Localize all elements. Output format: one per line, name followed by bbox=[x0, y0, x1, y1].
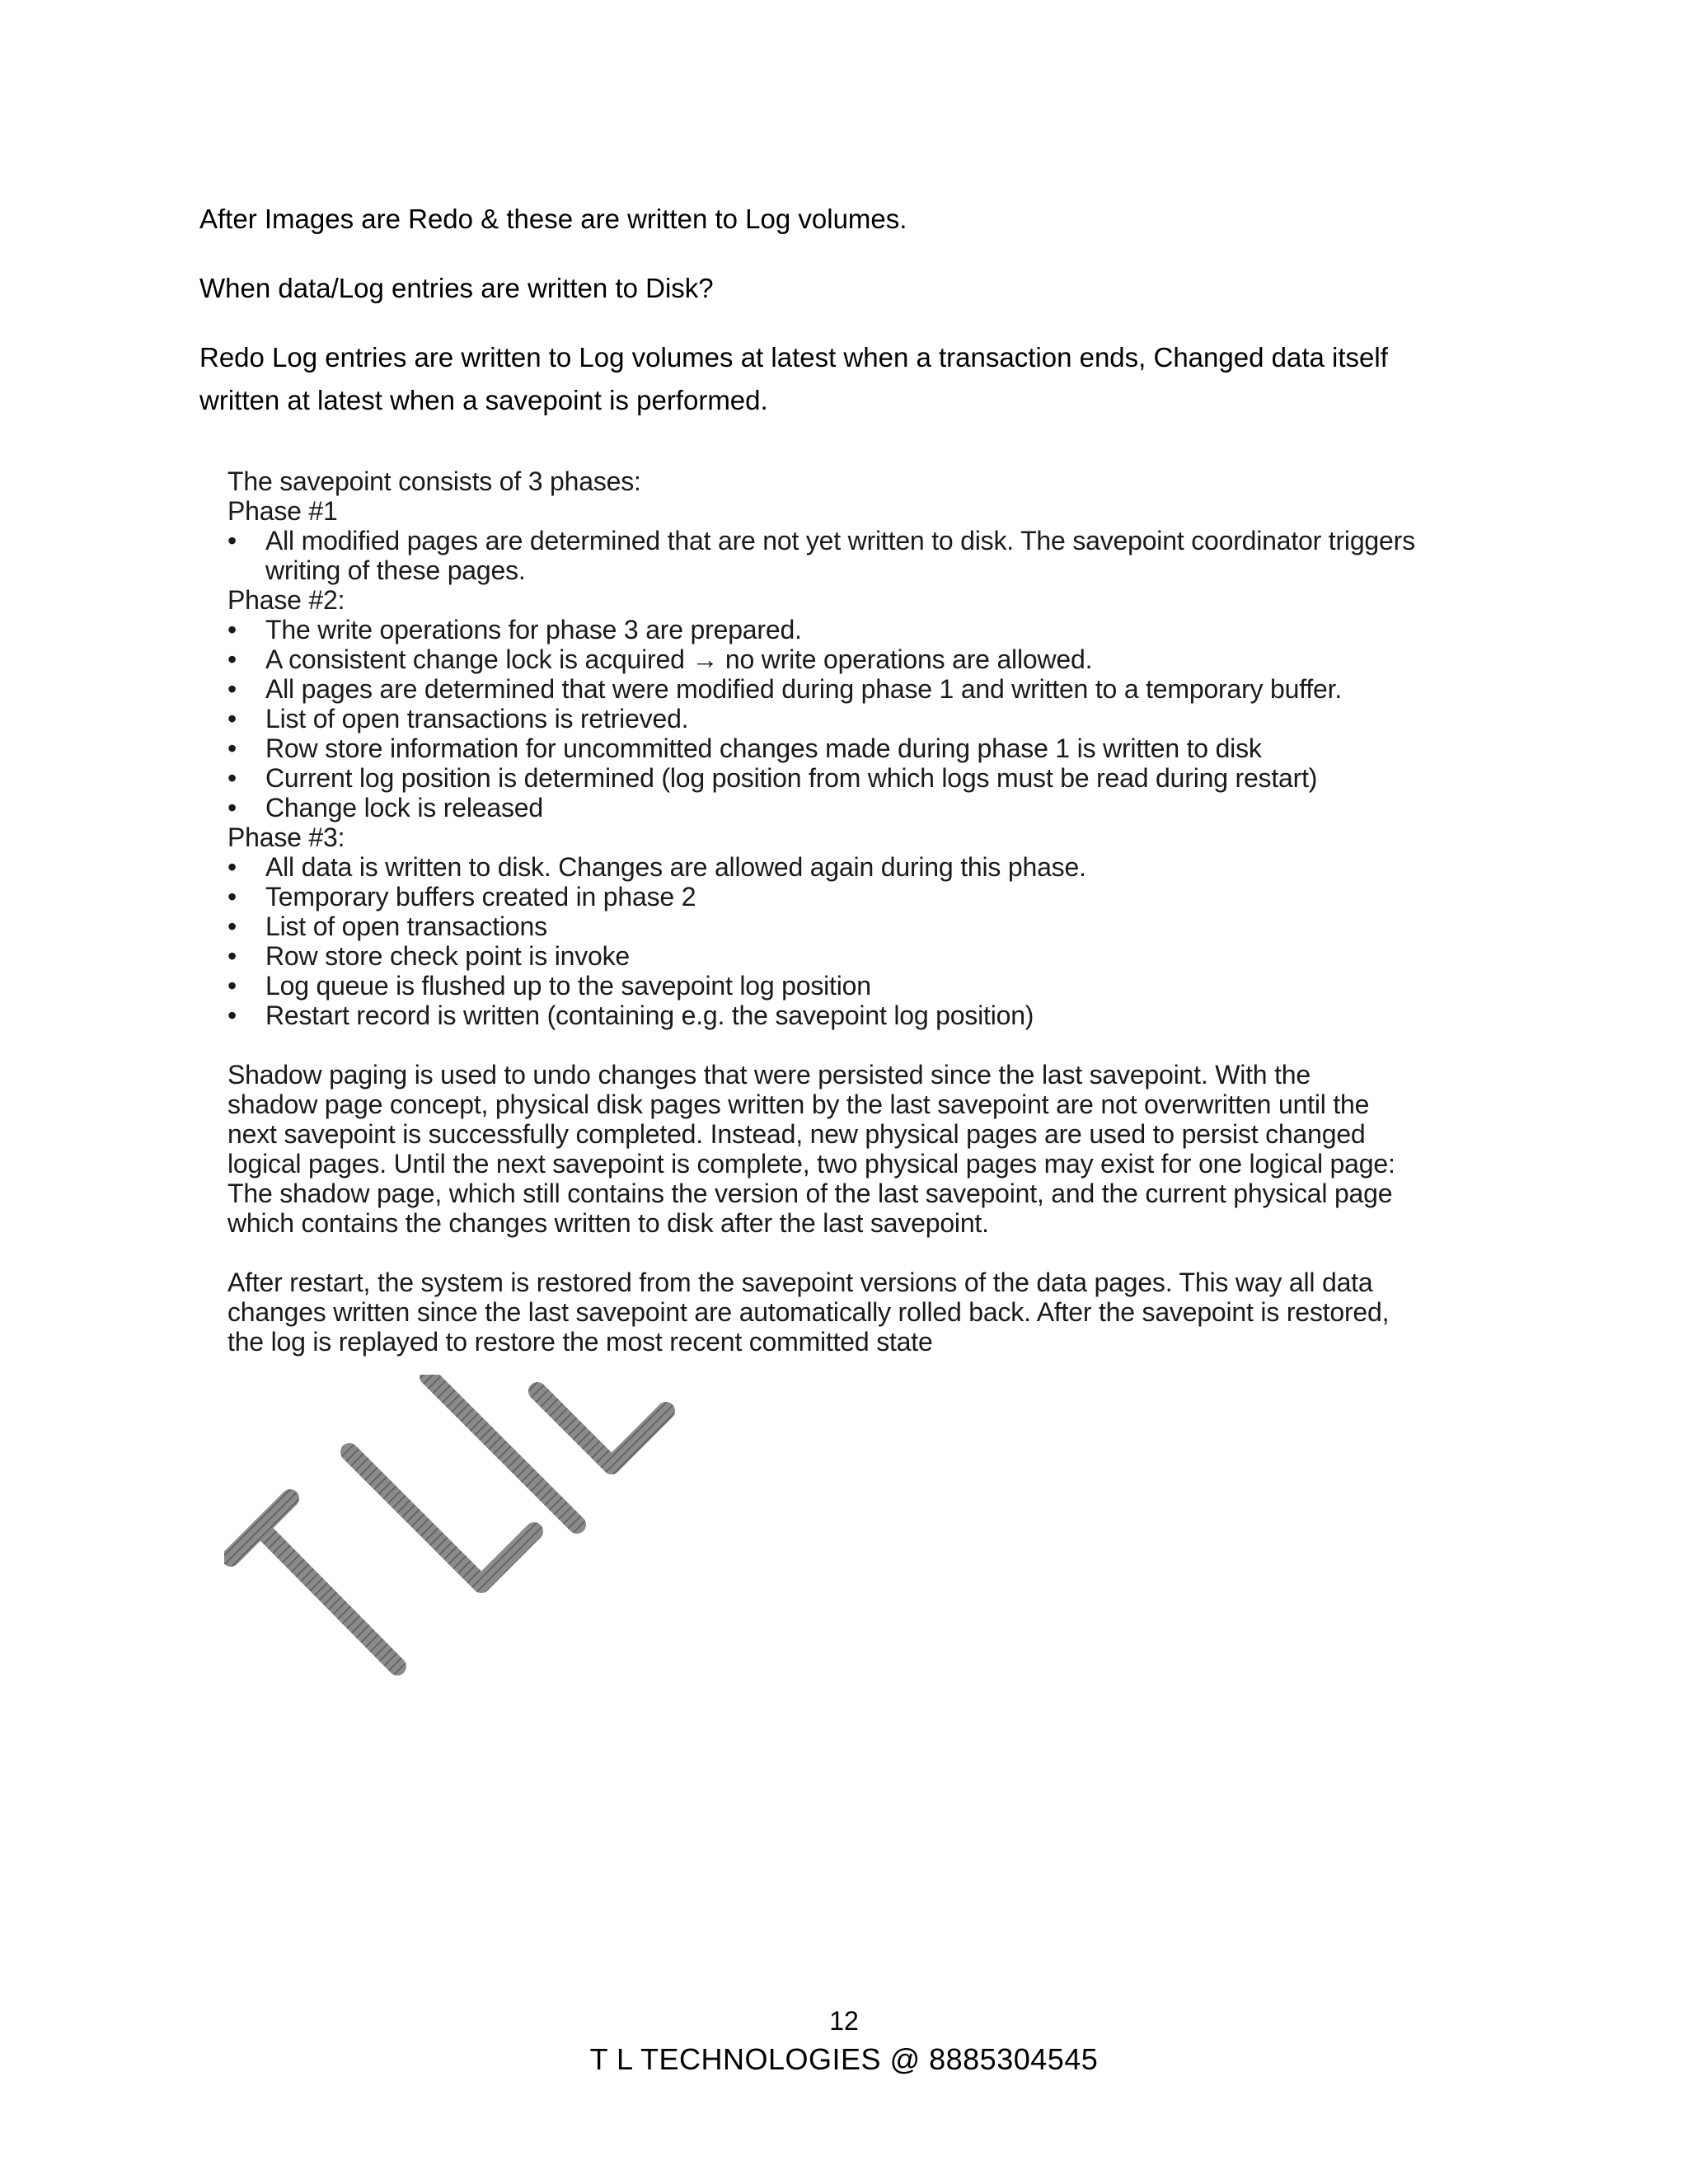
phase-3-list bbox=[227, 852, 1464, 1030]
list-item: • A consistent change lock is acquired → no write operations are allowed. bbox=[227, 644, 1093, 674]
bullet-icon: • bbox=[227, 644, 237, 674]
list-item: • Temporary buffers created in phase 2 bbox=[227, 882, 696, 912]
intro-paragraph-2: When data/Log entries are written to Disk? bbox=[199, 273, 714, 303]
watermark-stroke bbox=[481, 1531, 534, 1584]
phase-1-title: Phase #1 bbox=[227, 496, 338, 526]
list-item: • Restart record is written (containing e.g. the savepoint log position) bbox=[227, 1001, 1034, 1030]
bullet-icon: • bbox=[227, 912, 237, 941]
intro-paragraph-1: After Images are Redo & these are written to Log volumes. bbox=[199, 204, 907, 234]
watermark-logo bbox=[224, 1368, 686, 1681]
bullet-icon: • bbox=[227, 793, 237, 823]
list-item: • Change lock is released bbox=[227, 793, 543, 823]
intro-paragraph-3-line-2: written at latest when a savepoint is performed. bbox=[199, 385, 768, 415]
phase-2-list bbox=[227, 615, 1464, 823]
footer-company: T L TECHNOLOGIES @ 8885304545 bbox=[589, 2042, 1099, 2076]
bullet-icon: • bbox=[227, 1001, 237, 1030]
list-item: • All modified pages are determined that are not yet written to disk. The savepoint coordinator triggers writing of these pages. bbox=[227, 526, 1415, 585]
watermark-stroke bbox=[349, 1452, 481, 1584]
list-item: • List of open transactions bbox=[227, 912, 547, 941]
phase-1-list bbox=[227, 526, 1464, 585]
phase-3-title: Phase #3: bbox=[227, 823, 345, 852]
intro-paragraph-3-line-1: Redo Log entries are written to Log volumes at latest when a transaction ends, Changed data itself bbox=[199, 342, 1388, 373]
bullet-icon: • bbox=[227, 971, 237, 1001]
list-item: • All pages are determined that were modified during phase 1 and written to a temporary buffer. bbox=[227, 674, 1343, 704]
phase-2-title: Phase #2: bbox=[227, 585, 345, 615]
watermark-stroke bbox=[537, 1391, 612, 1465]
shadow-paging-paragraph bbox=[227, 1060, 1464, 1238]
list-item: • List of open transactions is retrieved. bbox=[227, 704, 689, 733]
page-number: 12 bbox=[829, 2006, 859, 2036]
bullet-icon: • bbox=[227, 941, 237, 971]
list-item: • Log queue is flushed up to the savepoint log position bbox=[227, 971, 871, 1001]
savepoint-text-block bbox=[227, 466, 1464, 1357]
bullet-icon: • bbox=[227, 615, 237, 644]
bullet-icon: • bbox=[227, 882, 237, 912]
bullet-icon: • bbox=[227, 674, 237, 704]
shadow-line: logical pages. Until the next savepoint is complete, two physical pages may exist for one logical page: bbox=[227, 1149, 1395, 1179]
list-item: • The write operations for phase 3 are prepared. bbox=[227, 615, 802, 644]
restart-line: changes written since the last savepoint are automatically rolled back. After the savepoint is restored, bbox=[227, 1297, 1390, 1327]
shadow-line: shadow page concept, physical disk pages written by the last savepoint are not overwritten until the bbox=[227, 1090, 1370, 1119]
bullet-icon: • bbox=[227, 733, 237, 763]
restart-paragraph bbox=[227, 1268, 1464, 1357]
restart-line: the log is replayed to restore the most recent committed state bbox=[227, 1327, 933, 1357]
list-item: • Current log position is determined (log position from which logs must be read during restart) bbox=[227, 763, 1318, 793]
restart-line: After restart, the system is restored from the savepoint versions of the data pages. This way all data bbox=[227, 1268, 1373, 1297]
bullet-icon: • bbox=[227, 852, 237, 882]
watermark-stroke bbox=[260, 1528, 397, 1666]
savepoint-heading: The savepoint consists of 3 phases: bbox=[227, 466, 641, 496]
shadow-line: The shadow page, which still contains the version of the last savepoint, and the current physical page bbox=[227, 1179, 1393, 1208]
shadow-line: next savepoint is successfully completed. Instead, new physical pages are used to persist changed bbox=[227, 1119, 1366, 1149]
watermark-stroke bbox=[612, 1411, 666, 1465]
bullet-icon: • bbox=[227, 704, 237, 733]
list-item: • All data is written to disk. Changes are allowed again during this phase. bbox=[227, 852, 1086, 882]
bullet-icon: • bbox=[227, 526, 237, 555]
embedded-savepoint-screenshot bbox=[224, 462, 1477, 1386]
bullet-icon: • bbox=[227, 763, 237, 793]
intro-text bbox=[199, 198, 1452, 448]
shadow-line: which contains the changes written to disk after the last savepoint. bbox=[227, 1208, 989, 1238]
intro-paragraph-3 bbox=[199, 336, 1452, 422]
list-item: • Row store information for uncommitted changes made during phase 1 is written to disk bbox=[227, 733, 1262, 763]
list-item: • Row store check point is invoke bbox=[227, 941, 631, 971]
shadow-line: Shadow paging is used to undo changes that were persisted since the last savepoint. With the bbox=[227, 1060, 1311, 1090]
